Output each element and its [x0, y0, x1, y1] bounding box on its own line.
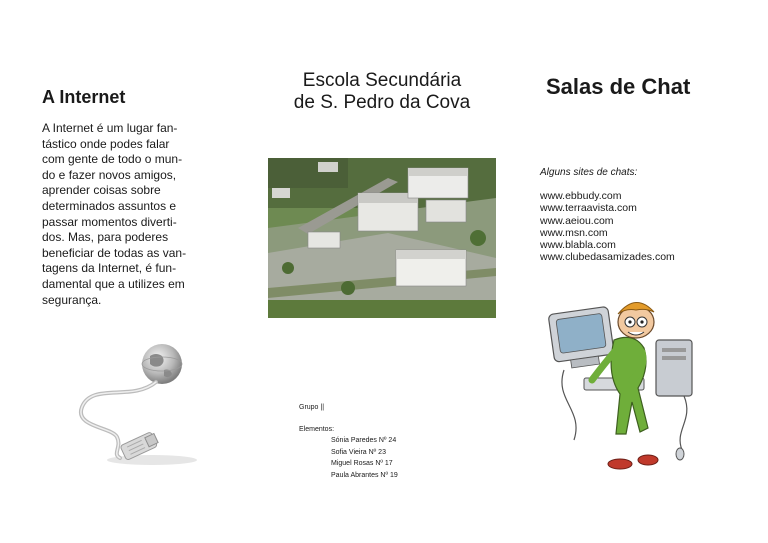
intro-line: A Internet é um lugar fan- [42, 121, 178, 135]
chat-site-link[interactable]: www.msn.com [540, 226, 608, 239]
intro-line: tagens da Internet, é fun- [42, 261, 177, 276]
internet-intro [42, 121, 212, 308]
internet-title: A Internet [42, 87, 126, 107]
members-list [331, 435, 398, 481]
chat-site-link[interactable]: www.clubedasamizades.com [540, 251, 675, 264]
group-label: Grupo || [299, 404, 325, 411]
intro-line: tástico onde podes falar [42, 136, 170, 151]
members-label: Elementos: [299, 426, 335, 433]
intro-line: dos. Mas, para poderes [42, 230, 169, 245]
chat-site-link[interactable]: www.ebbudy.com [540, 190, 622, 202]
intro-line: damental que a utilizes em [42, 276, 185, 291]
intro-line: aprender coisas sobre [42, 183, 161, 198]
intro-line: do e fazer novos amigos, [42, 167, 177, 182]
chat-site-link[interactable]: www.aeiou.com [540, 214, 614, 227]
chat-site-link[interactable]: www.terraavista.com [540, 202, 637, 215]
member-item: Sofia Vieira Nº 23 [331, 448, 386, 456]
globe-network-cable-icon [72, 342, 212, 467]
intro-line: passar momentos diverti- [42, 214, 177, 229]
chat-sites-label: Alguns sites de chats: [540, 167, 638, 178]
member-item: Miguel Rosas Nº 17 [331, 460, 393, 467]
school-name [268, 70, 496, 114]
computer-cartoon-character [544, 300, 704, 475]
school-name-line: de S. Pedro da Cova [293, 92, 471, 113]
chat-title: Salas de Chat [546, 74, 691, 99]
intro-line: com gente de todo o mun- [42, 152, 183, 167]
school-name-line: Escola Secundária [302, 70, 462, 91]
chat-sites-list [540, 190, 675, 264]
member-item: Sónia Paredes Nº 24 [331, 437, 397, 444]
intro-line: segurança. [42, 292, 102, 307]
intro-line: beneficiar de todas as van- [42, 245, 187, 260]
member-item: Paula Abrantes Nº 19 [331, 471, 398, 479]
school-aerial-photo [268, 158, 496, 318]
intro-line: determinados assuntos e [42, 198, 177, 213]
chat-site-link[interactable]: www.blabla.com [540, 239, 616, 252]
